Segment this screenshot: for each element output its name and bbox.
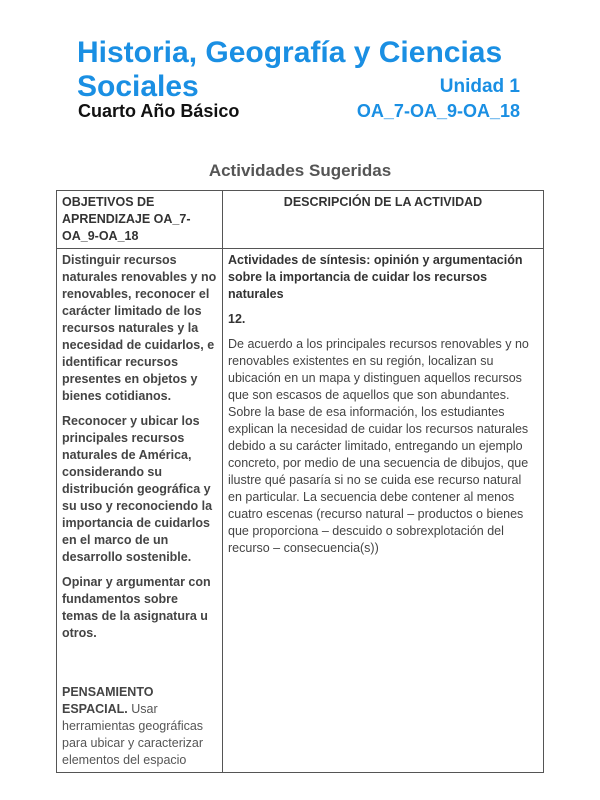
activity-description: De acuerdo a los principales recursos renovables y no renovables existentes en su región, localizan su ubicación en un mapa y distinguen aquellos recursos que son escasos de aquellos que son abundantes. Sobre la base de esa información, los estudiantes explican la necesidad de cuidar los recursos naturales debido a su carácter limitado, entregando un ejemplo concreto, por medio de una secuencia de dibujos, que ilustre qué pasaría si no se cuida ese recurso natural en particular. La secuencia debe contener al menos cuatro escenas (recurso natural – productos o bienes que proporciona – descuido o sobrexplotación del recurso – consecuencia(s)) (228, 337, 529, 555)
objectives-header: OBJETIVOS DE APRENDIZAJE OA_7-OA_9-OA_18 (57, 191, 223, 249)
unit-label: Unidad 1 (439, 76, 520, 97)
activity-title: Actividades de síntesis: opinión y argumentación sobre la importancia de cuidar los recursos naturales (228, 253, 523, 301)
description-cell (223, 249, 544, 773)
objective-item: Opinar y argumentar con fundamentos sobre temas de la asignatura u otros. (62, 575, 211, 640)
table-header-row (57, 191, 544, 249)
activity-number: 12. (228, 312, 246, 326)
skill-label: PENSAMIENTO ESPACIAL. (62, 685, 154, 716)
objective-item: Distinguir recursos naturales renovables y no renovables, reconocer el carácter limitado de los recursos naturales y la necesidad de cuidarlos, e identificar recursos presentes en objetos y bienes cotidianos. (62, 253, 217, 403)
spacer (62, 650, 217, 684)
grade-label: Cuarto Año Básico (78, 101, 240, 121)
oa-codes: OA_7-OA_9-OA_18 (356, 101, 520, 121)
objective-item: Reconocer y ubicar los principales recursos naturales de América, considerando su distribución geográfica y su uso y reconociendo la importancia de cuidarlos en el marco de un desarrollo sostenible. (62, 414, 213, 564)
description-header: DESCRIPCIÓN DE LA ACTIVIDAD (223, 191, 544, 249)
section-title: Actividades Sugeridas (208, 161, 392, 180)
table-row (57, 249, 544, 773)
document-title: Historia, Geografía y Ciencias Sociales (77, 36, 503, 103)
skill-item (62, 684, 217, 769)
objectives-cell (57, 249, 223, 773)
activities-table (56, 190, 544, 773)
skill-text: Usar herramientas geográficas para ubicar y caracterizar elementos del espacio (62, 702, 204, 767)
